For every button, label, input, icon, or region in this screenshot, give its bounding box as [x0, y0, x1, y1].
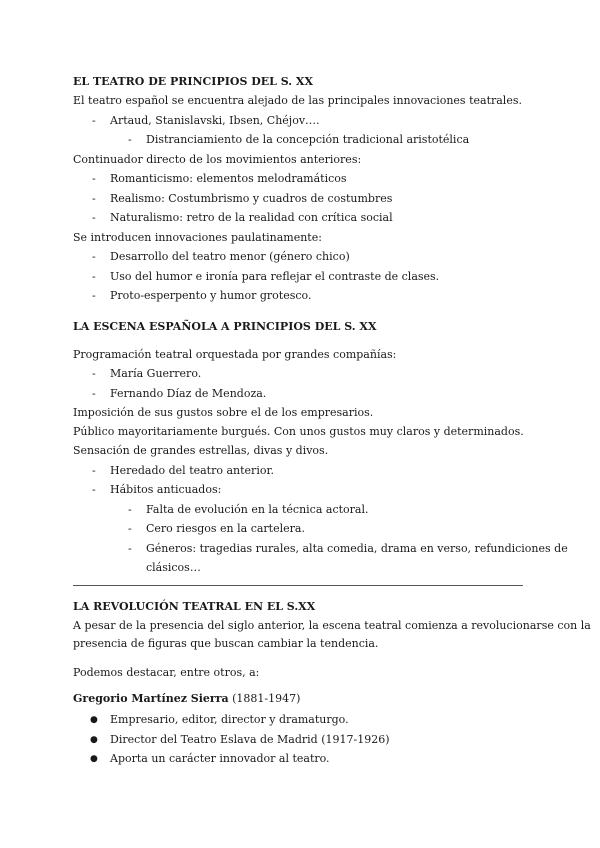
- list-item: Falta de evolución en la técnica actoral.: [146, 503, 369, 516]
- dash-bullet: -: [92, 483, 96, 496]
- paragraph-line: A pesar de la presencia del siglo anterior, la escena teatral comienza a revolucionarse con la: [73, 619, 591, 632]
- horizontal-divider: [73, 585, 523, 586]
- list-item: Naturalismo: retro de la realidad con crítica social: [110, 211, 393, 224]
- section-title-revolucion-teatral: LA REVOLUCIÓN TEATRAL EN EL S.XX: [73, 600, 316, 613]
- paragraph-line: presencia de figuras que buscan cambiar la tendencia.: [73, 637, 379, 650]
- paragraph-sensacion: Sensación de grandes estrellas, divas y divos.: [73, 444, 329, 457]
- dash-bullet: -: [92, 387, 96, 400]
- dash-bullet: -: [128, 503, 132, 516]
- list-item: Heredado del teatro anterior.: [110, 464, 275, 477]
- list-item: Empresario, editor, director y dramaturgo.: [110, 713, 349, 726]
- bullet-dot: ●: [90, 715, 98, 725]
- list-item: Aporta un carácter innovador al teatro.: [110, 752, 330, 765]
- paragraph-destacar: Podemos destacar, entre otros, a:: [73, 666, 260, 679]
- author-heading: [73, 692, 300, 706]
- dash-bullet: -: [92, 172, 96, 185]
- list-item: Géneros: tragedias rurales, alta comedia, drama en verso, refundiciones de: [146, 542, 568, 555]
- author-dates: (1881-1947): [228, 692, 301, 705]
- list-item: Hábitos anticuados:: [110, 483, 222, 496]
- dash-bullet: -: [92, 211, 96, 224]
- dash-bullet: -: [92, 367, 96, 380]
- list-item: Desarrollo del teatro menor (género chico): [110, 250, 350, 263]
- bullet-dot: ●: [90, 735, 98, 745]
- dash-bullet: -: [92, 114, 96, 127]
- dash-bullet: -: [92, 270, 96, 283]
- list-item: Realismo: Costumbrismo y cuadros de costumbres: [110, 192, 393, 205]
- paragraph-intro: El teatro español se encuentra alejado de las principales innovaciones teatrales.: [73, 94, 522, 107]
- list-item: Director del Teatro Eslava de Madrid (1917-1926): [110, 733, 390, 746]
- paragraph-continuador: Continuador directo de los movimientos anteriores:: [73, 153, 362, 166]
- list-item: Fernando Díaz de Mendoza.: [110, 387, 267, 400]
- paragraph-programacion: Programación teatral orquestada por grandes compañías:: [73, 348, 397, 361]
- bullet-dot: ●: [90, 754, 98, 764]
- list-item: Proto-esperpento y humor grotesco.: [110, 289, 312, 302]
- author-name: Gregorio Martínez Sierra: [73, 692, 229, 705]
- dash-bullet: -: [92, 464, 96, 477]
- section-title-escena-espanola: LA ESCENA ESPAÑOLA A PRINCIPIOS DEL S. XX: [73, 320, 377, 333]
- dash-bullet: -: [92, 250, 96, 263]
- list-item: Uso del humor e ironía para reflejar el contraste de clases.: [110, 270, 440, 283]
- paragraph-publico: Público mayoritariamente burgués. Con unos gustos muy claros y determinados.: [73, 425, 524, 438]
- list-item: Romanticismo: elementos melodramáticos: [110, 172, 347, 185]
- dash-bullet: -: [128, 133, 132, 146]
- list-item: Distranciamiento de la concepción tradicional aristotélica: [146, 133, 470, 146]
- section-title-teatro-principios: EL TEATRO DE PRINCIPIOS DEL S. XX: [73, 75, 313, 88]
- dash-bullet: -: [128, 522, 132, 535]
- list-item-continuation: clásicos…: [146, 561, 201, 574]
- list-item: María Guerrero.: [110, 367, 202, 380]
- dash-bullet: -: [92, 192, 96, 205]
- list-item: Artaud, Stanislavski, Ibsen, Chéjov….: [110, 114, 320, 127]
- dash-bullet: -: [92, 289, 96, 302]
- list-item: Cero riesgos en la cartelera.: [146, 522, 305, 535]
- paragraph-innovaciones: Se introducen innovaciones paulatinamente:: [73, 231, 322, 244]
- dash-bullet: -: [128, 542, 132, 555]
- paragraph-imposicion: Imposición de sus gustos sobre el de los empresarios.: [73, 406, 374, 419]
